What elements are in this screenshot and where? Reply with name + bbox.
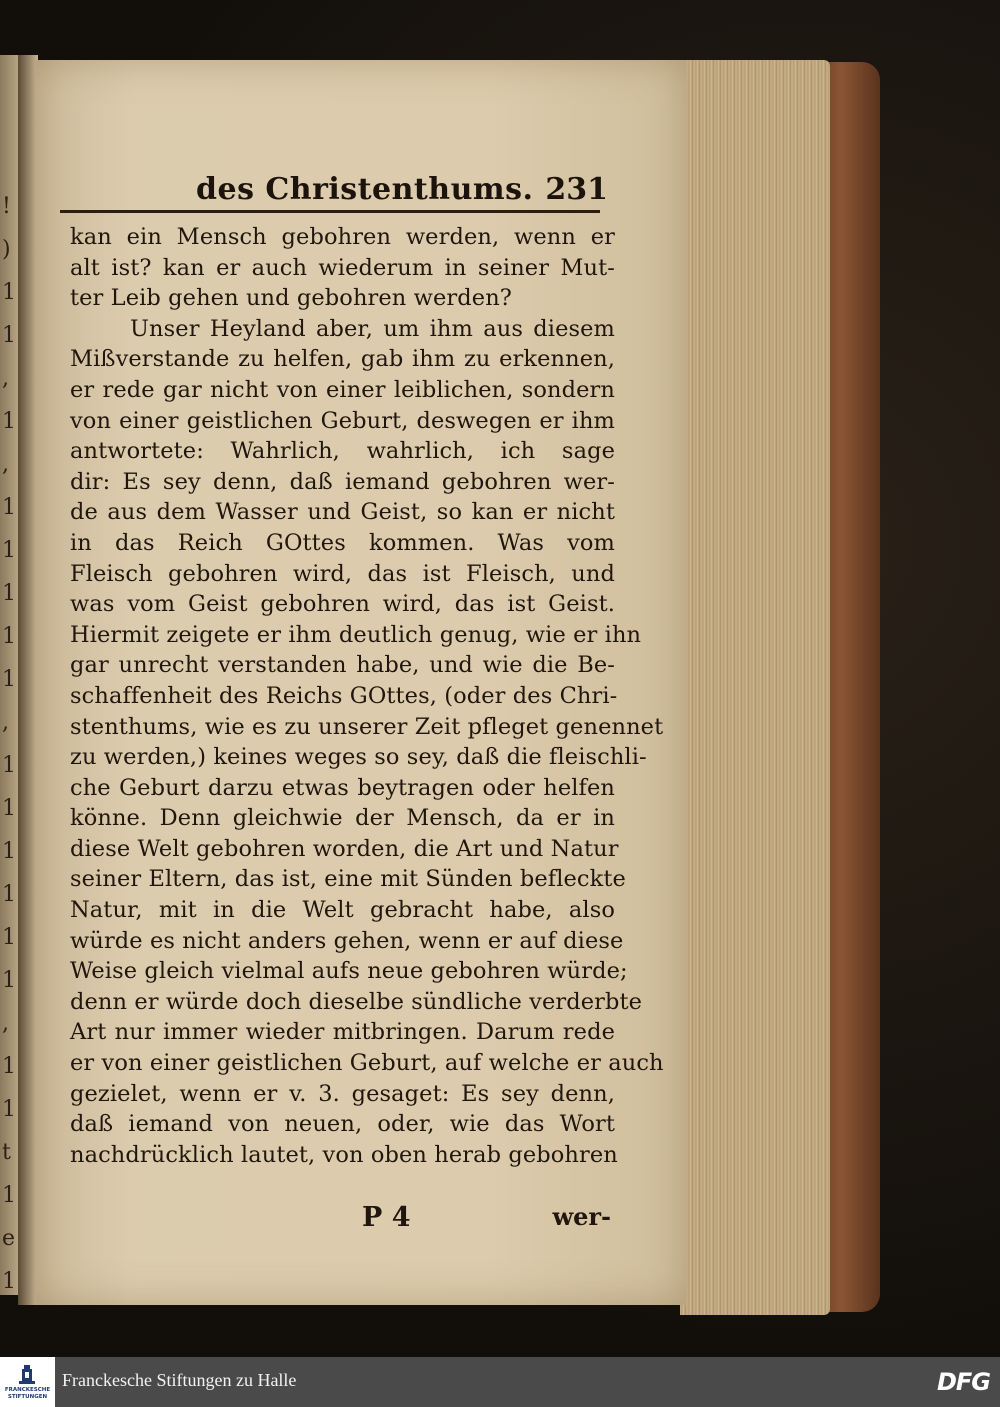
text-line: könne. Denn gleichwie der Mensch, da er in — [70, 805, 615, 832]
text-line: de aus dem Wasser und Geist, so kan er nicht — [70, 499, 615, 526]
text-line: kan ein Mensch gebohren werden, wenn er — [70, 224, 615, 250]
text-line: Natur, mit in die Welt gebracht habe, also — [70, 897, 615, 924]
franckesche-emblem-icon — [17, 1363, 37, 1385]
text-line: würde es nicht anders gehen, wenn er auf diese — [70, 927, 624, 954]
text-line: diese Welt gebohren worden, die Art und Natur — [70, 835, 619, 862]
page-footer — [70, 1202, 615, 1238]
text-line: gar unrecht verstanden habe, und wie die Be- — [70, 652, 615, 679]
text-line: stenthums, wie es zu unserer Zeit pfleget genennet — [70, 713, 664, 740]
text-line: gezielet, wenn er v. 3. gesaget: Es sey denn, — [70, 1080, 615, 1107]
signature-mark: P 4 — [362, 1202, 411, 1233]
text-line: Unser Heyland aber, um ihm aus diesem — [130, 315, 615, 342]
text-line: nachdrücklich lautet, von oben herab gebohren — [70, 1141, 618, 1168]
text-line: ter Leib gehen und gebohren werden? — [70, 285, 512, 312]
dfg-logo[interactable]: DFG — [936, 1368, 990, 1396]
running-title: des Christenthums. — [196, 172, 534, 207]
text-line: Mißverstande zu helfen, gab ihm zu erkennen, — [70, 346, 615, 373]
text-line: Art nur immer wieder mitbringen. Darum rede — [70, 1019, 615, 1046]
header-rule — [60, 210, 600, 213]
footer-bar — [0, 1357, 1000, 1407]
institution-name[interactable]: Franckesche Stiftungen zu Halle — [62, 1370, 297, 1390]
text-line: che Geburt darzu etwas beytragen oder helfen — [70, 774, 615, 801]
text-line: Weise gleich vielmal aufs neue gebohren würde; — [70, 958, 628, 985]
text-line: in das Reich GOttes kommen. Was vom — [70, 529, 615, 556]
text-line: Hiermit zeigete er ihm deutlich genug, wie er ihn — [70, 621, 642, 648]
text-line: von einer geistlichen Geburt, deswegen er ihm — [70, 407, 615, 434]
text-line: antwortete: Wahrlich, wahrlich, ich sage — [70, 438, 615, 465]
text-line: zu werden,) keines weges so sey, daß die fleischli- — [70, 744, 647, 771]
text-line: daß iemand von neuen, oder, wie das Wort — [70, 1111, 615, 1138]
text-line: denn er würde doch dieselbe sündliche verderbte — [70, 988, 643, 1015]
text-line: was vom Geist gebohren wird, das ist Geist. — [70, 591, 615, 618]
left-page-edge — [0, 55, 18, 1295]
body-text — [70, 222, 664, 1170]
text-line: er von einer geistlichen Geburt, auf welche er auch — [70, 1050, 664, 1077]
page-header — [196, 172, 616, 212]
text-line: er rede gar nicht von einer leiblichen, sondern — [70, 376, 615, 403]
text-line: schaffenheit des Reichs GOttes, (oder des Chri- — [70, 682, 618, 709]
text-line: seiner Eltern, das ist, eine mit Sünden befleckte — [70, 866, 626, 893]
left-page-fragments: ! ) 1 1 , 1 , 1 1 1 1 1 , 1 1 1 1 1 1 , 1 1 t 1 e 1 — [2, 194, 16, 1294]
logo-text: FRANCKESCHE STIFTUNGEN — [4, 1387, 51, 1400]
text-line: dir: Es sey denn, daß iemand gebohren wer- — [70, 468, 615, 495]
text-line: Fleisch gebohren wird, das ist Fleisch, und — [70, 560, 615, 587]
catchword: wer- — [552, 1202, 611, 1231]
text-line: alt ist? kan er auch wiederum in seiner Mut- — [70, 254, 615, 281]
page-edges — [680, 60, 830, 1315]
book-page — [36, 60, 686, 1305]
page-number: 231 — [545, 172, 608, 207]
book-gutter — [18, 55, 38, 1305]
franckesche-logo[interactable] — [0, 1357, 55, 1407]
